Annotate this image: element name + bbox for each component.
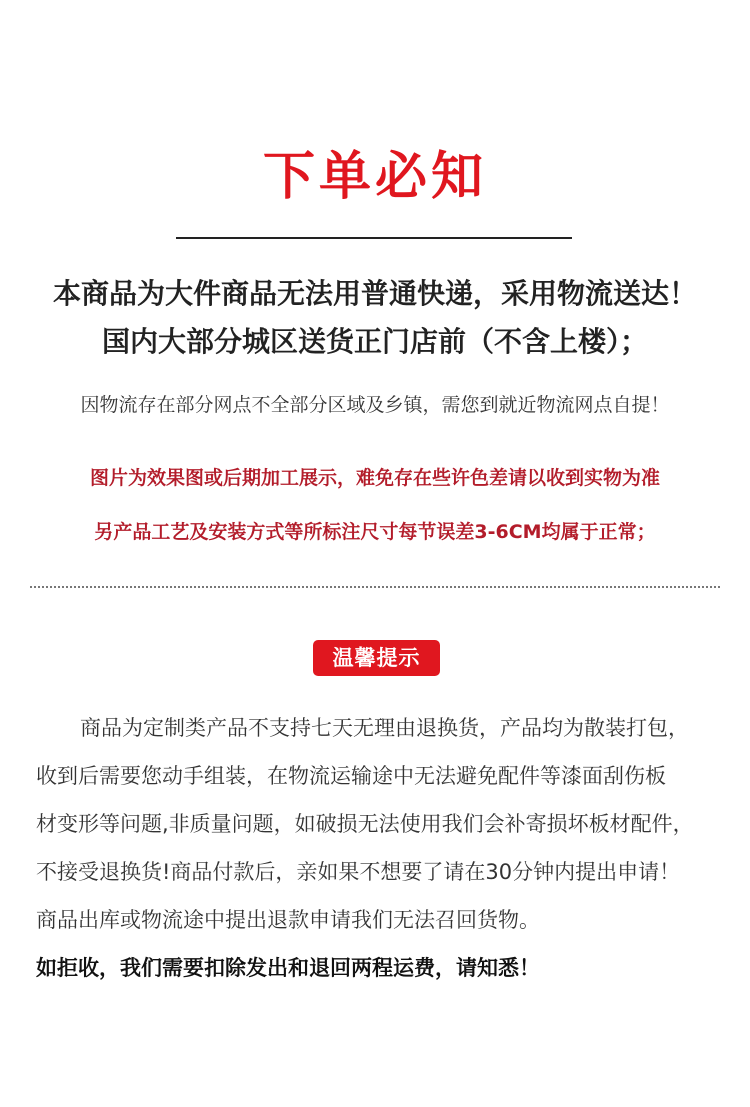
color-difference-note: 图片为效果图或后期加工展示，难免存在些许色差请以收到实物为准 (89, 467, 660, 489)
tips-line: 商品出库或物流途中提出退款申请我们无法召回货物。 (36, 908, 540, 932)
size-tolerance-note: 另产品工艺及安装方式等所标注尺寸每节误差3-6CM均属于正常； (94, 521, 656, 543)
pickup-notice: 因物流存在部分网点不全部分区域及乡镇，需您到就近物流网点自提！ (80, 394, 670, 416)
dotted-divider (30, 586, 720, 588)
headline-line-2: 国内大部分城区送货正门店前（不含上楼）； (101, 325, 648, 358)
headline-line-1: 本商品为大件商品无法用普通快递，采用物流送达！ (52, 277, 697, 310)
tips-line: 收到后需要您动手组装，在物流运输途中无法避免配件等漆面刮伤板 (36, 764, 666, 788)
page-title: 下单必知 (262, 147, 487, 207)
refusal-fee-note: 如拒收，我们需要扣除发出和退回两程运费，请知悉！ (36, 956, 540, 980)
tips-line: 商品为定制类产品不支持七天无理由退换货，产品均为散装打包， (80, 716, 689, 740)
tips-line: 不接受退换货!商品付款后，亲如果不想要了请在30分钟内提出申请！ (36, 860, 681, 884)
tips-line: 材变形等问题,非质量问题，如破损无法使用我们会补寄损坏板材配件， (36, 812, 694, 836)
tips-badge: 温馨提示 (313, 640, 440, 676)
title-divider (176, 237, 572, 239)
